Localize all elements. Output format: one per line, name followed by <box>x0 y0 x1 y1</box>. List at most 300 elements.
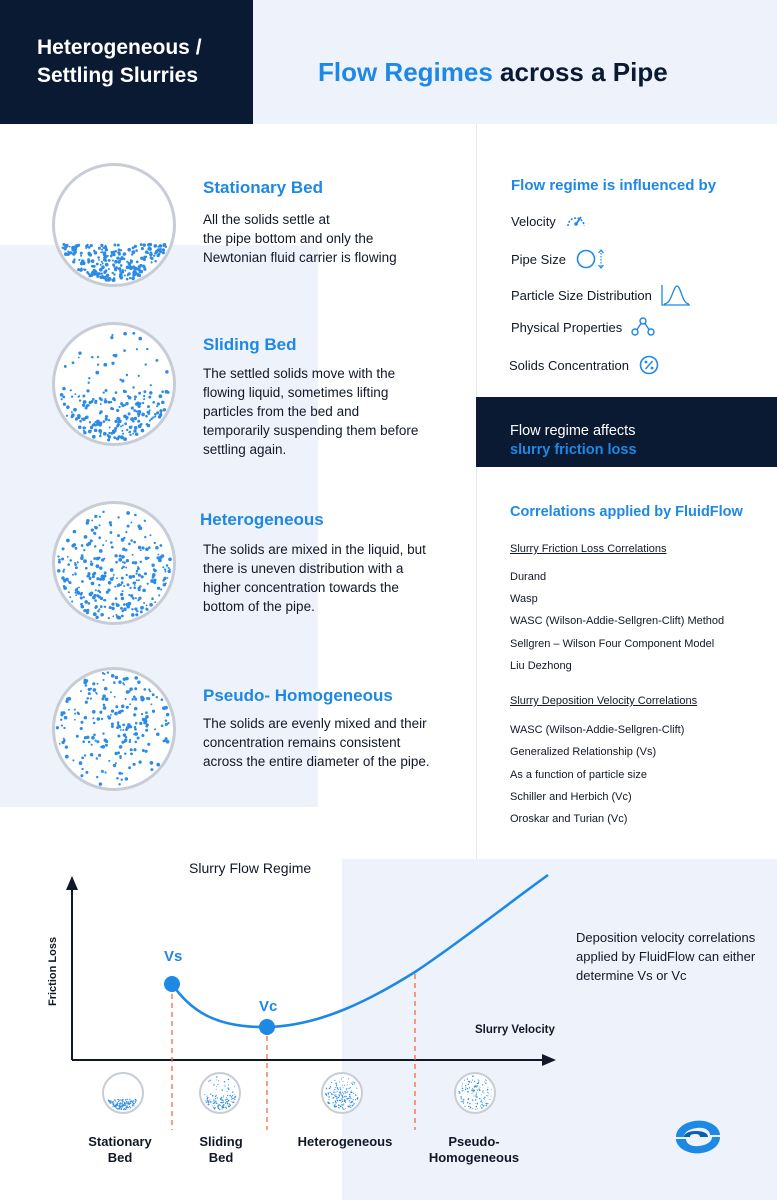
particle-dot <box>149 243 152 246</box>
particle-dot <box>134 395 137 398</box>
particle-dot <box>114 1106 116 1108</box>
particle-dot <box>114 1100 115 1101</box>
particle-dot <box>88 382 90 384</box>
particle-dot <box>100 264 102 266</box>
particle-dot <box>150 768 153 771</box>
particle-dot <box>78 357 80 359</box>
column-divider <box>476 124 477 859</box>
particle-dot <box>475 1099 476 1100</box>
regime-desc-heterogeneous <box>203 540 426 616</box>
particle-dot <box>138 526 142 530</box>
particle-dot <box>112 1104 113 1105</box>
particle-dot <box>135 572 137 574</box>
particle-dot <box>132 386 134 388</box>
particle-dot <box>351 1102 352 1103</box>
particle-dot <box>101 718 103 720</box>
particle-dot <box>140 696 143 699</box>
distribution-curve-icon <box>660 283 692 307</box>
particle-dot <box>154 542 156 544</box>
particle-dot <box>149 409 151 411</box>
particle-dot <box>102 247 104 249</box>
particle-dot <box>213 1099 214 1100</box>
particle-dot <box>129 426 132 429</box>
particle-dot <box>108 401 111 404</box>
particle-dot <box>145 557 149 561</box>
particle-dot <box>141 713 143 715</box>
particle-dot <box>148 247 152 251</box>
particle-dot <box>139 264 142 267</box>
particle-dot <box>225 1099 226 1100</box>
particle-dot <box>144 536 146 538</box>
particle-dot <box>83 549 85 551</box>
particle-dot <box>102 694 106 698</box>
particle-dot <box>336 1086 337 1087</box>
particle-dot <box>467 1102 469 1104</box>
particle-dot <box>84 716 87 719</box>
particle-dot <box>481 1099 482 1100</box>
particle-dot <box>85 771 88 774</box>
particle-dot <box>126 690 130 694</box>
particle-dot <box>159 409 162 412</box>
particle-dot <box>165 737 168 740</box>
particle-dot <box>331 1093 332 1094</box>
particle-dot <box>159 556 162 559</box>
particle-dot <box>125 777 128 780</box>
particle-dot <box>108 259 111 262</box>
particle-dot <box>142 749 145 752</box>
particle-dot <box>72 361 75 364</box>
regime-title-pseudo-homogeneous: Pseudo- Homogeneous <box>203 686 393 705</box>
particle-dot <box>216 1079 217 1080</box>
particle-dot <box>67 563 70 566</box>
particle-dot <box>162 740 165 743</box>
particle-dot <box>96 757 98 759</box>
particle-dot <box>353 1099 354 1100</box>
particle-dot <box>111 334 113 336</box>
particle-dot <box>217 1097 218 1098</box>
particle-dot <box>103 420 106 423</box>
particle-dot <box>217 1106 218 1107</box>
particle-dot <box>129 741 131 743</box>
particle-dot <box>129 1106 130 1107</box>
particle-dot <box>121 1100 122 1101</box>
particle-dot <box>100 746 102 748</box>
particle-dot <box>108 268 110 270</box>
particle-dot <box>78 352 81 355</box>
particle-dot <box>227 1087 228 1088</box>
particle-dot <box>216 1095 217 1096</box>
particle-dot <box>353 1102 354 1103</box>
particle-dot <box>97 590 100 593</box>
particle-dot <box>482 1084 483 1085</box>
particle-dot <box>99 524 101 526</box>
particle-dot <box>116 777 119 780</box>
particle-dot <box>463 1090 464 1091</box>
particle-dot <box>477 1090 478 1091</box>
particle-dot <box>140 561 142 563</box>
particle-dot <box>126 419 128 421</box>
particle-dot <box>72 759 74 761</box>
particle-dot <box>142 265 145 268</box>
particle-dot <box>341 1095 342 1096</box>
particle-dot <box>100 403 102 405</box>
particle-dot <box>104 245 106 247</box>
particle-dot <box>347 1099 348 1100</box>
particle-dot <box>118 772 121 775</box>
particle-dot <box>114 267 117 270</box>
particle-dot <box>154 579 157 582</box>
particle-dot <box>127 248 131 252</box>
particle-dot <box>125 1104 127 1106</box>
particle-dot <box>111 674 115 678</box>
particle-dot <box>75 588 78 591</box>
particle-dot <box>156 763 160 767</box>
particle-dot <box>347 1082 348 1083</box>
particle-dot <box>332 1097 334 1099</box>
particle-dot <box>133 1100 134 1101</box>
particle-dot <box>123 678 126 681</box>
particle-dot <box>86 575 88 577</box>
correlation-item: Schiller and Herbich (Vc) <box>510 791 632 803</box>
particle-dot <box>103 432 107 436</box>
particle-dot <box>78 587 80 589</box>
particle-dot <box>134 584 136 586</box>
particle-dot <box>123 253 126 256</box>
particle-dot <box>92 717 94 719</box>
particle-dot <box>132 554 134 556</box>
particle-dot <box>90 539 93 542</box>
particle-dot <box>488 1093 489 1094</box>
particle-dot <box>348 1078 349 1079</box>
particle-dot <box>115 597 118 600</box>
particle-dot <box>127 395 129 397</box>
particle-dot <box>107 671 109 673</box>
particle-dot <box>116 256 119 259</box>
particle-dot <box>116 417 120 421</box>
particle-dot <box>122 1106 123 1107</box>
particle-dot <box>99 516 101 518</box>
particle-dot <box>120 264 123 267</box>
particle-dot <box>121 430 123 432</box>
particle-dot <box>69 596 71 598</box>
particle-dot <box>329 1103 330 1104</box>
particle-dot <box>337 1100 338 1101</box>
particle-dot <box>75 592 77 594</box>
particle-dot <box>110 691 112 693</box>
particle-dot <box>80 252 83 255</box>
particle-dot <box>130 1107 131 1108</box>
particle-dot <box>120 1102 121 1103</box>
particle-dot <box>94 526 98 530</box>
particle-dot <box>127 583 130 586</box>
particle-dot <box>86 519 89 522</box>
particle-dot <box>461 1098 462 1099</box>
particle-dot <box>118 253 121 256</box>
regime-title-heterogeneous: Heterogeneous <box>200 510 324 529</box>
particle-dot <box>159 414 162 417</box>
particle-dot <box>343 1109 344 1110</box>
particle-dot <box>127 1102 129 1104</box>
particle-dot <box>119 269 121 271</box>
particle-dot <box>65 578 69 582</box>
particle-dot <box>66 405 70 409</box>
particle-dot <box>207 1097 208 1098</box>
particle-dot <box>472 1075 474 1077</box>
particle-dot <box>223 1101 225 1103</box>
particle-dot <box>57 569 60 572</box>
particle-dot <box>78 426 81 429</box>
particle-dot <box>481 1107 483 1109</box>
particle-dot <box>86 611 89 614</box>
particle-dot <box>136 348 138 350</box>
particle-dot <box>483 1098 484 1099</box>
particle-dot <box>103 599 105 601</box>
particle-dot <box>118 783 120 785</box>
particle-dot <box>132 1105 133 1106</box>
particle-dot <box>102 679 104 681</box>
particle-dot <box>334 1080 335 1081</box>
particle-dot <box>144 520 146 522</box>
affects-panel <box>476 397 777 467</box>
deposition-note: Deposition velocity correlations applied by FluidFlow can either determine Vs or Vc <box>576 930 756 983</box>
particle-dot <box>98 429 102 433</box>
particle-dot <box>99 549 103 553</box>
particle-dot <box>162 248 165 251</box>
affects-line1: Flow regime affects <box>510 423 636 439</box>
particle-dot <box>340 1106 341 1107</box>
particle-dot <box>483 1090 484 1091</box>
particle-dot <box>147 743 150 746</box>
particle-dot <box>60 713 63 716</box>
particle-dot <box>84 754 86 756</box>
particle-dot <box>484 1081 485 1082</box>
particle-dot <box>474 1086 476 1088</box>
particle-dot <box>336 1106 337 1107</box>
particle-dot <box>229 1103 230 1104</box>
particle-dot <box>159 251 162 254</box>
particle-dot <box>143 256 146 259</box>
particle-dot <box>353 1093 354 1094</box>
particle-dot <box>164 568 166 570</box>
particle-dot <box>99 578 102 581</box>
particle-dot <box>154 569 157 572</box>
particle-dot <box>81 757 84 760</box>
particle-dot <box>486 1103 487 1104</box>
factor-pipe-size <box>511 248 608 270</box>
particle-dot <box>137 405 140 408</box>
desc-line: The solids are mixed in the liquid, but <box>203 542 426 557</box>
particle-dot <box>340 1091 341 1092</box>
particle-dot <box>108 716 111 719</box>
particle-dot <box>105 263 109 267</box>
particle-dot <box>134 561 137 564</box>
particle-dot <box>209 1104 210 1105</box>
particle-dot <box>112 251 115 254</box>
particle-dot <box>124 1103 125 1104</box>
particle-dot <box>133 269 136 272</box>
particle-dot <box>108 617 110 619</box>
particle-dot <box>125 567 127 569</box>
particle-dot <box>332 1102 333 1103</box>
particle-dot <box>488 1087 489 1088</box>
particle-dot <box>491 1089 492 1090</box>
particle-dot <box>125 549 128 552</box>
particle-dot <box>481 1094 482 1095</box>
particle-dot <box>82 417 86 421</box>
particle-dot <box>80 255 82 257</box>
particle-dot <box>73 258 75 260</box>
particle-dot <box>72 574 74 576</box>
particle-dot <box>487 1095 488 1096</box>
particle-dot <box>75 594 77 596</box>
particle-dot <box>484 1097 485 1098</box>
fluidflow-logo-icon <box>670 1117 726 1157</box>
particle-dot <box>91 265 94 268</box>
particle-dot <box>467 1091 469 1093</box>
particle-dot <box>350 1102 351 1103</box>
particle-dot <box>472 1088 473 1089</box>
particle-dot <box>97 356 99 358</box>
particle-dot <box>84 736 87 739</box>
particle-dot <box>335 1096 336 1097</box>
particle-dot <box>215 1100 217 1102</box>
particle-dot <box>132 273 135 276</box>
particle-dot <box>350 1087 351 1088</box>
particle-dot <box>132 250 136 254</box>
particle-dot <box>99 711 102 714</box>
particle-dot <box>226 1101 228 1103</box>
particle-dot <box>114 696 116 698</box>
particle-dot <box>344 1085 345 1086</box>
particle-dot <box>132 433 134 435</box>
particle-dot <box>124 274 126 276</box>
correlation-item: Wasp <box>510 593 538 605</box>
particle-dot <box>63 403 66 406</box>
particle-dot <box>115 391 118 394</box>
particle-dot <box>218 1080 219 1081</box>
particle-dot <box>208 1102 210 1104</box>
particle-dot <box>95 273 98 276</box>
particle-dot <box>219 1109 220 1110</box>
particle-dot <box>71 544 75 548</box>
particle-dot <box>63 739 66 742</box>
particle-dot <box>131 277 135 281</box>
particle-dot <box>114 586 116 588</box>
particle-dot <box>101 275 104 278</box>
particle-dot <box>118 680 122 684</box>
particle-dot <box>136 261 139 264</box>
particle-dot <box>138 424 142 428</box>
particle-dot <box>474 1090 476 1092</box>
particle-dot <box>129 277 131 279</box>
particle-dot <box>483 1093 484 1094</box>
particle-dot <box>119 555 122 558</box>
particle-dot <box>94 545 97 548</box>
particle-dot <box>74 393 76 395</box>
particle-dot <box>480 1101 481 1102</box>
particle-dot <box>133 748 136 751</box>
particle-dot <box>122 729 124 731</box>
particle-dot <box>223 1096 224 1097</box>
particle-dot <box>151 597 154 600</box>
particle-dot <box>121 709 124 712</box>
particle-dot <box>485 1083 486 1084</box>
particle-dot <box>114 437 116 439</box>
particle-dot <box>122 724 125 727</box>
particle-dot <box>335 1092 336 1093</box>
particle-dot <box>130 753 133 756</box>
particle-dot <box>141 429 145 433</box>
particle-dot <box>79 420 82 423</box>
particle-dot <box>463 1099 464 1100</box>
particle-dot <box>355 1094 357 1096</box>
particle-dot <box>83 609 86 612</box>
particle-dot <box>478 1080 479 1081</box>
particle-dot <box>115 1100 116 1101</box>
particle-dot <box>231 1099 232 1100</box>
particle-dot <box>149 391 152 394</box>
particle-dot <box>61 398 63 400</box>
particle-dot <box>339 1081 340 1082</box>
particle-dot <box>487 1103 488 1104</box>
particle-dot <box>154 416 156 418</box>
category-line: Homogeneous <box>428 1150 520 1165</box>
particle-dot <box>154 728 156 730</box>
particle-dot <box>83 559 87 563</box>
particle-dot <box>112 408 115 411</box>
particle-dot <box>118 1101 119 1102</box>
particle-dot <box>110 577 113 580</box>
particle-dot <box>111 1101 112 1102</box>
particle-dot <box>66 539 70 543</box>
particle-dot <box>104 571 107 574</box>
particle-dot <box>465 1087 466 1088</box>
particle-dot <box>114 354 118 358</box>
particle-dot <box>150 703 152 705</box>
particle-dot <box>349 1100 350 1101</box>
particle-dot <box>344 1096 345 1097</box>
particle-dot <box>156 732 160 736</box>
particle-dot <box>133 541 136 544</box>
particle-dot <box>343 1087 344 1088</box>
particle-dot <box>77 561 79 563</box>
particle-dot <box>337 1096 338 1097</box>
particle-dot <box>149 690 151 692</box>
particle-dot <box>72 252 75 255</box>
particle-dot <box>93 688 97 692</box>
particle-dot <box>216 1089 217 1090</box>
particle-dot <box>228 1106 229 1107</box>
particle-dot <box>477 1103 478 1104</box>
particle-dot <box>489 1099 490 1100</box>
particle-dot <box>331 1082 332 1083</box>
particle-dot <box>115 752 118 755</box>
particle-dot <box>232 1092 233 1093</box>
particle-dot <box>91 356 94 359</box>
particle-dot <box>112 615 114 617</box>
particle-dot <box>95 371 99 375</box>
particle-dot <box>128 543 131 546</box>
particle-dot <box>121 597 124 600</box>
particle-dot <box>467 1088 468 1089</box>
particle-dot <box>117 734 120 737</box>
particle-dot <box>234 1086 235 1087</box>
particle-dot <box>334 1089 335 1090</box>
particle-dot <box>339 1100 341 1102</box>
particle-dot <box>472 1100 473 1101</box>
particle-dot <box>150 261 152 263</box>
particle-dot <box>223 1107 224 1108</box>
